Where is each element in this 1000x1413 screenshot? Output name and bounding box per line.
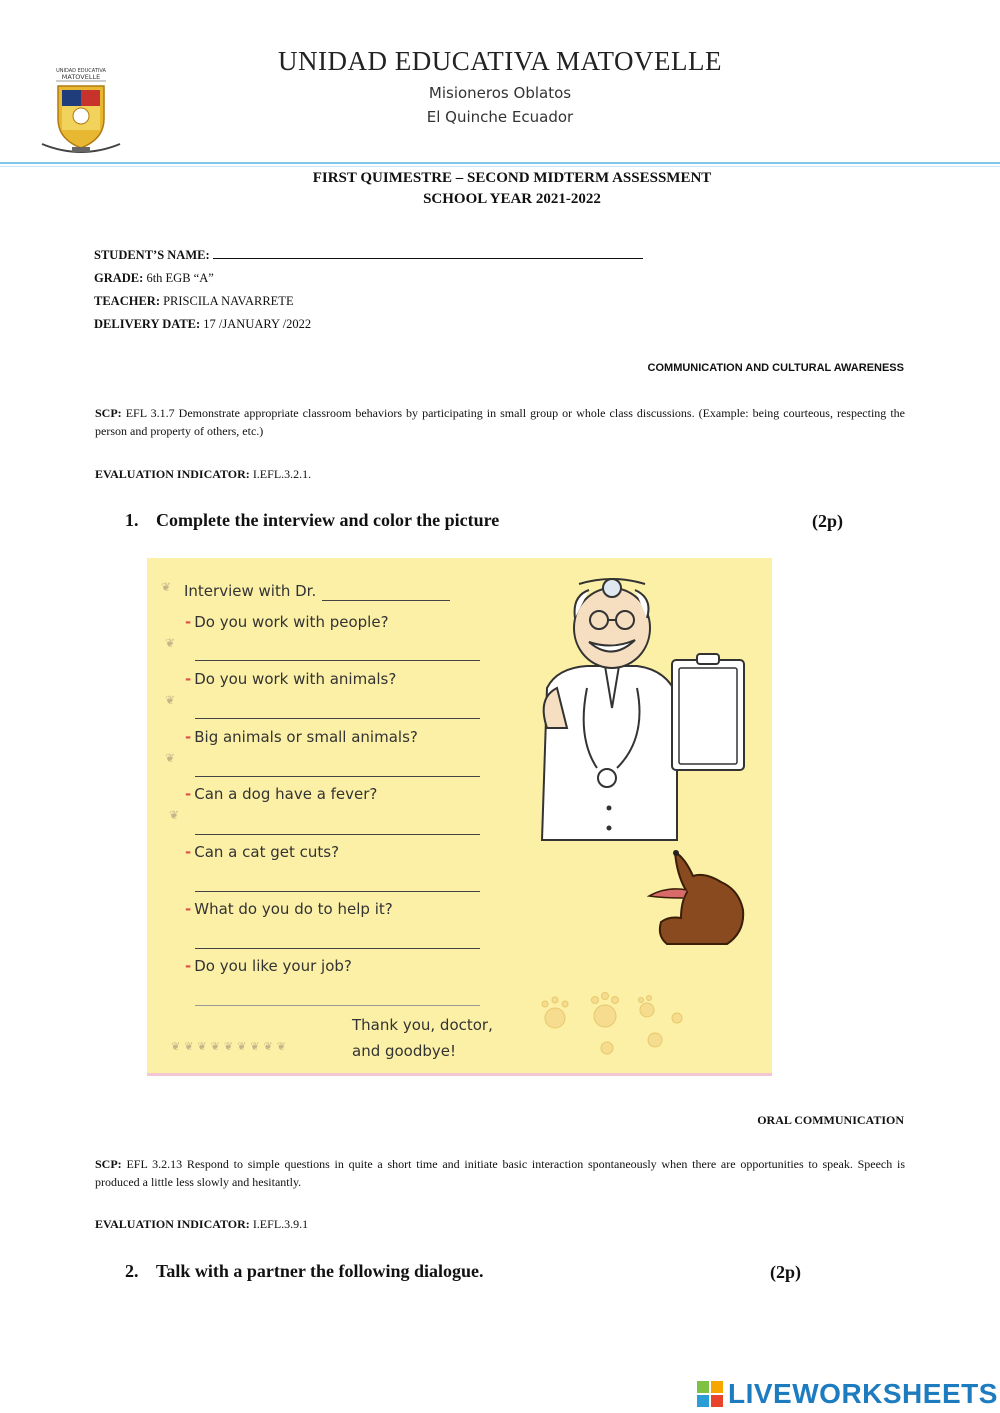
section-2-scp-label: SCP: (95, 1157, 122, 1171)
interview-question: - Can a dog have a fever? (185, 785, 378, 803)
interview-question-text: Do you like your job? (194, 957, 352, 975)
section-2-indicator-label: EVALUATION INDICATOR: (95, 1217, 250, 1231)
section-1-heading: COMMUNICATION AND CULTURAL AWARENESS (647, 362, 904, 374)
logo-text-top: UNIDAD EDUCATIVA (56, 68, 106, 74)
teacher-row (94, 294, 294, 309)
section-2-indicator-value: I.EFL.3.9.1 (252, 1217, 309, 1231)
interview-question-text: Do you work with animals? (194, 670, 397, 688)
interview-question: - Do you work with people? (185, 613, 389, 631)
answer-line[interactable] (195, 718, 480, 719)
section-1-indicator-label: EVALUATION INDICATOR: (95, 467, 250, 481)
interview-title-text: Interview with Dr. (184, 582, 317, 600)
answer-line[interactable] (195, 776, 480, 777)
interview-question-text: Can a cat get cuts? (194, 843, 340, 861)
question-1-number: 1. (125, 510, 139, 530)
answer-line[interactable] (195, 660, 480, 661)
paw-icon: ❦ (165, 751, 176, 765)
grade-row (94, 271, 214, 286)
interview-question-text: What do you do to help it? (194, 900, 393, 918)
answer-line[interactable] (195, 834, 480, 835)
question-1-text: Complete the interview and color the picture (156, 510, 500, 530)
delivery-date-value: 17 /JANUARY /2022 (203, 317, 312, 331)
answer-line[interactable] (195, 1005, 480, 1006)
teacher-value: PRISCILA NAVARRETE (163, 294, 294, 308)
school-year: SCHOOL YEAR 2021-2022 (423, 191, 601, 207)
header-rule (0, 162, 1000, 164)
student-name-line[interactable] (213, 248, 643, 259)
interview-question: - What do you do to help it? (185, 900, 393, 918)
interview-question: - Do you like your job? (185, 957, 352, 975)
paw-prints-row: ❦❦❦❦❦❦❦❦❦ (171, 1041, 290, 1053)
interview-question-text: Can a dog have a fever? (194, 785, 378, 803)
paw-icon: ❦ (165, 693, 176, 707)
interview-question: - Big animals or small animals? (185, 728, 418, 746)
interview-question: - Do you work with animals? (185, 670, 397, 688)
section-1-indicator (95, 465, 905, 483)
teacher-label: TEACHER: (94, 294, 160, 308)
paw-icon: ❦ (161, 580, 172, 594)
section-2-scp-text: EFL 3.2.13 Respond to simple questions in quite a short time and initiate basic interaction spontaneously when there are opportunities to speak. Speech is produced a little less slowly and hesitantly. (95, 1157, 906, 1189)
grade-label: GRADE: (94, 271, 144, 285)
interview-panel (147, 558, 772, 1076)
question-2-points: (2p) (770, 1262, 801, 1282)
school-subtitle-1: Misioneros Oblatos (428, 84, 572, 102)
logo-text-name: MATOVELLE (61, 73, 101, 81)
interview-title (184, 582, 316, 600)
answer-line[interactable] (195, 891, 480, 892)
section-2-scp (95, 1155, 905, 1191)
header-rule-secondary (0, 166, 1000, 167)
grade-value: 6th EGB “A” (146, 271, 214, 285)
delivery-date-row (94, 317, 311, 332)
paw-icon: ❦ (169, 808, 180, 822)
interview-question: - Can a cat get cuts? (185, 843, 340, 861)
doctor-name-line[interactable] (322, 600, 450, 601)
assessment-title: FIRST QUIMESTRE – SECOND MIDTERM ASSESSMENT (312, 170, 712, 186)
interview-closing-2: and goodbye! (352, 1042, 457, 1060)
paw-icon: ❦ (165, 636, 176, 650)
section-2-indicator (95, 1215, 905, 1233)
question-2-text: Talk with a partner the following dialogue. (156, 1261, 484, 1281)
section-1-indicator-value: I.EFL.3.2.1. (252, 467, 312, 481)
interview-question-text: Big animals or small animals? (194, 728, 418, 746)
answer-line[interactable] (195, 948, 480, 949)
section-1-scp-label: SCP: (95, 406, 122, 420)
question-2-number: 2. (125, 1261, 139, 1281)
student-name-label: STUDENT’S NAME: (94, 248, 210, 262)
school-name: UNIDAD EDUCATIVA MATOVELLE (278, 46, 722, 76)
dog-illustration (647, 846, 757, 956)
interview-closing-1: Thank you, doctor, (352, 1016, 493, 1034)
section-1-scp (95, 404, 905, 440)
section-2-heading: ORAL COMMUNICATION (757, 1113, 904, 1127)
liveworksheets-logo-icon (697, 1381, 723, 1407)
doctor-illustration (527, 578, 767, 848)
paw-prints-illustration (537, 988, 697, 1068)
question-1-points: (2p) (812, 511, 843, 531)
interview-question-text: Do you work with people? (194, 613, 389, 631)
student-name-row (94, 248, 643, 263)
school-subtitle-2: El Quinche Ecuador (426, 108, 574, 126)
section-1-scp-text: EFL 3.1.7 Demonstrate appropriate classroom behaviors by participating in small group or whole class discussions. (Example: being courteous, respecting the person and property of others, etc.) (95, 406, 905, 438)
delivery-date-label: DELIVERY DATE: (94, 317, 201, 331)
liveworksheets-brand[interactable]: LIVEWORKSHEETS (728, 1378, 998, 1409)
